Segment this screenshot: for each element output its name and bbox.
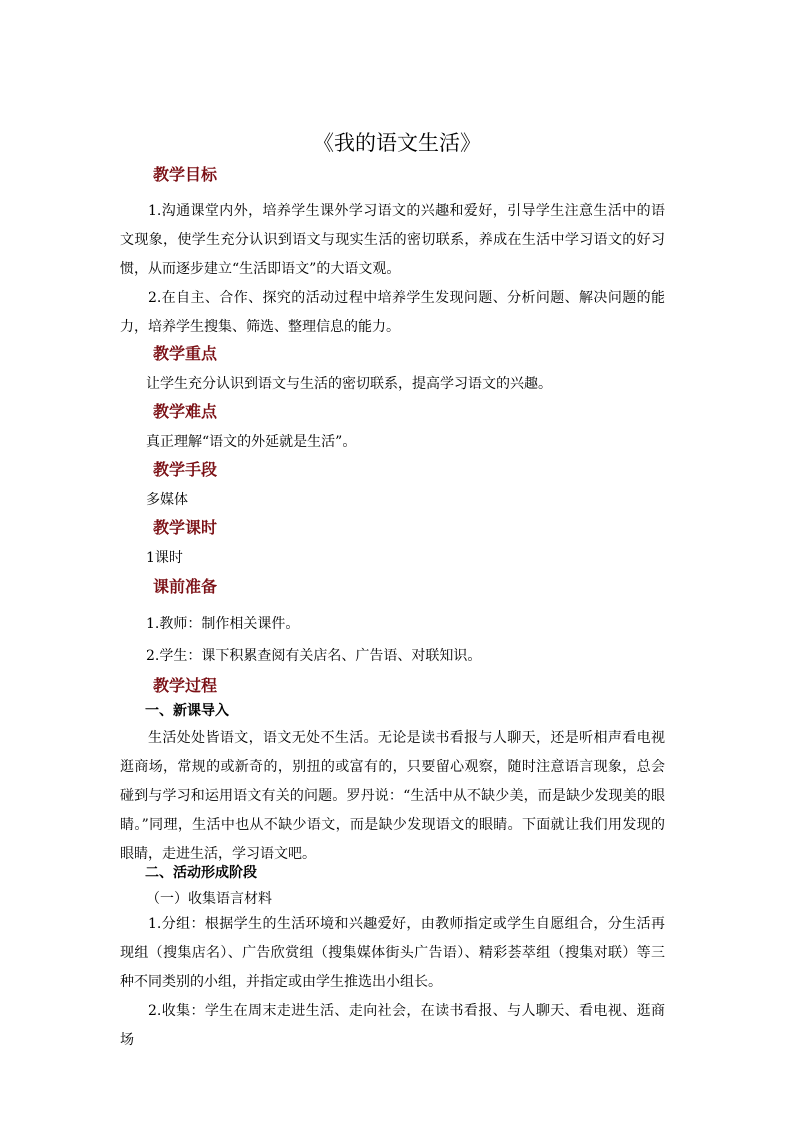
process-paragraph-grouping: 1.分组：根据学生的生活环境和兴趣爱好，由教师指定或学生自愿组合，分生活再现组（搜集店名）、广告欣赏组（搜集媒体街头广告语）、精彩荟萃组（搜集对联）等三种不同类别的小组，并指定或由学生推选出小组长。 <box>120 916 665 990</box>
heading-objectives: 教学目标 <box>153 165 218 184</box>
difficulties-text: 真正理解“语文的外延就是生活”。 <box>146 434 357 450</box>
heading-difficulties: 教学难点 <box>153 402 218 421</box>
heading-process: 教学过程 <box>153 676 218 695</box>
heading-means: 教学手段 <box>153 460 218 479</box>
process-subheading-1: 一、新课导入 <box>145 703 229 719</box>
objectives-paragraph-2: 2.在自主、合作、探究的活动过程中培养学生发现问题、分析问题、解决问题的能力，培养学生搜集、筛选、整理信息的能力。 <box>120 290 665 335</box>
process-paragraph-collecting: 2.收集：学生在周末走进生活、走向社会，在读书看报、与人聊天、看电视、逛商场 <box>120 1003 665 1048</box>
objectives-paragraph-1: 1.沟通课堂内外，培养学生课外学习语文的兴趣和爱好，引导学生注意生活中的语文现象，使学生充分认识到语文与现实生活的密切联系，养成在生活中学习语文的好习惯，从而逐步建立“生活即语文”的大语文观。 <box>120 203 665 277</box>
heading-hours: 教学课时 <box>153 518 218 537</box>
key-points-text: 让学生充分认识到语文与生活的密切联系，提高学习语文的兴趣。 <box>146 376 552 392</box>
hours-text: 1课时 <box>146 550 183 566</box>
preparation-item-2: 2.学生：课下积累查阅有关店名、广告语、对联知识。 <box>146 648 482 664</box>
process-subheading-2-1: （一）收集语言材料 <box>146 891 272 907</box>
heading-key-points: 教学重点 <box>153 344 218 363</box>
document-title: 《我的语文生活》 <box>313 131 481 155</box>
preparation-item-1: 1.教师：制作相关课件。 <box>146 616 300 632</box>
heading-preparation: 课前准备 <box>153 577 218 596</box>
process-subheading-2: 二、活动形成阶段 <box>145 865 257 881</box>
process-paragraph-intro: 生活处处皆语文，语文无处不生活。无论是读书看报与人聊天，还是听相声看电视逛商场，常规的或新奇的，别扭的或富有的，只要留心观察，随时注意语言现象，总会碰到与学习和运用语文有关的问题。罗丹说：“生活中从不缺少美，而是缺少发现美的眼睛。”同理，生活中也从不缺少语文，而是缺少发现语文的眼睛。下面就让我们用发现的眼睛，走进生活，学习语文吧。 <box>120 730 665 862</box>
means-text: 多媒体 <box>146 492 188 508</box>
